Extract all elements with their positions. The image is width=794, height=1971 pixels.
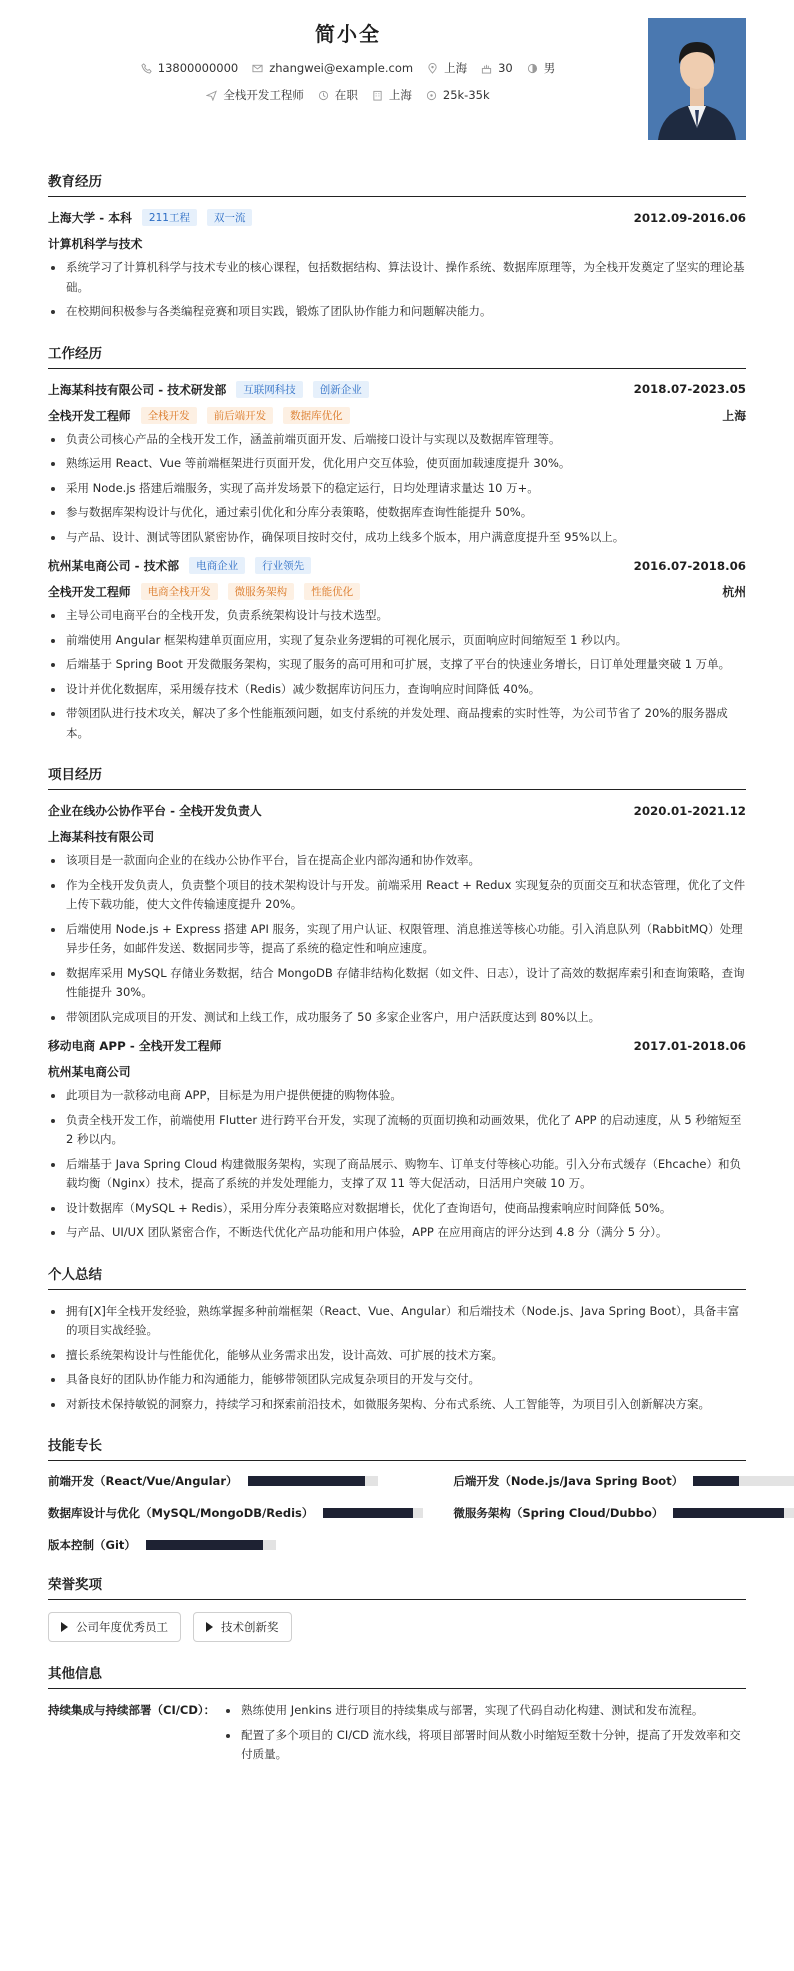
list-item: 在校期间积极参与各类编程竞赛和项目实践，锻炼了团队协作能力和问题解决能力。 [48,302,746,322]
location-icon [427,63,438,74]
company-tag: 行业领先 [255,557,311,574]
job-entry [48,381,746,548]
status-text: 在职 [334,88,358,102]
list-item: 带领团队完成项目的开发、测试和上线工作，成功服务了 50 多家企业客户，用户活跃度达到 80%以上。 [48,1008,746,1028]
list-item: 采用 Node.js 搭建后端服务，实现了高并发场景下的稳定运行，日均处理请求量达 10 万+。 [48,479,746,499]
list-item: 对新技术保持敏锐的洞察力，持续学习和探索前沿技术，如微服务架构、分布式系统、人工智能等，为项目引入创新解决方案。 [48,1395,746,1415]
email-text: zhangwei@example.com [269,61,414,75]
list-item: 拥有[X]年全栈开发经验，熟练掌握多种前端框架（React、Vue、Angular）和后端技术（Node.js、Java Spring Boot），具备丰富的项目实战经验。 [48,1302,746,1341]
skill-item [48,1505,423,1521]
company-tag: 电商企业 [189,557,245,574]
list-item: 后端基于 Java Spring Cloud 构建微服务架构，实现了商品展示、购物车、订单支付等核心功能。引入分布式缓存（Ehcache）和负载均衡（Nginx）技术，提高了系统的并发处理能力，支撑了双 11 等大促活动，日活用户突破 10 万。 [48,1155,746,1194]
city-item [427,60,467,76]
other-label: 持续集成与持续部署（CI/CD）： [48,1703,216,1717]
gender-item [527,60,556,76]
company-name: 杭州某电商公司 - 技术部 [48,559,180,573]
position-text: 全栈开发工程师 [223,88,304,102]
list-item: 擅长系统架构设计与性能优化，能够从业务需求出发，设计高效、可扩展的技术方案。 [48,1346,746,1366]
list-item: 负责公司核心产品的全栈开发工作，涵盖前端页面开发、后端接口设计与实现以及数据库管理等。 [48,430,746,450]
award-badge [193,1612,292,1642]
skill-item [48,1537,423,1553]
salary-text: 25k-35k [442,88,490,102]
section-title: 其他信息 [48,1662,746,1689]
award-name: 公司年度优秀员工 [76,1620,168,1634]
skill-level-bar [146,1540,276,1550]
section-title: 项目经历 [48,763,746,790]
list-item: 与产品、UI/UX 团队紧密合作，不断迭代优化产品功能和用户体验，APP 在应用商店的评分达到 4.8 分（满分 5 分）。 [48,1223,746,1243]
play-icon [206,1622,213,1632]
candidate-name: 简小全 [315,22,381,46]
section-title: 教育经历 [48,170,746,197]
list-item: 设计数据库（MySQL + Redis），采用分库分表策略应对数据增长，优化了查询语句，使商品搜索响应时间降低 50%。 [48,1199,746,1219]
send-icon [206,90,217,101]
list-item: 配置了多个项目的 CI/CD 流水线，将项目部署时间从数小时缩短至数十分钟，提高了开发效率和交付质量。 [223,1726,746,1765]
skill-item [453,1505,794,1521]
project-entry [48,802,746,1027]
project-company: 上海某科技有限公司 [48,830,155,844]
projects-section [48,763,746,1243]
building-icon [372,90,383,101]
age-text: 30 [498,61,513,75]
role-name: 全栈开发工程师 [48,408,131,423]
list-item: 后端基于 Spring Boot 开发微服务架构，实现了服务的高可用和可扩展，支撑了平台的快速业务增长，日订单处理量突破 1 万单。 [48,655,746,675]
list-item: 前端使用 Angular 框架构建单页面应用，实现了复杂业务逻辑的可视化展示，页面响应时间缩短至 1 秒以内。 [48,631,746,651]
mail-icon [252,63,263,74]
age-item [481,60,513,76]
city-text: 上海 [444,61,468,75]
awards-section [48,1573,746,1642]
school-tag: 211工程 [142,209,197,226]
list-item: 主导公司电商平台的全栈开发，负责系统架构设计与技术选型。 [48,606,746,626]
summary-section [48,1263,746,1415]
skill-level-bar [323,1508,423,1518]
role-tag: 微服务架构 [228,583,295,600]
education-section [48,170,746,322]
date-range: 2018.07-2023.05 [633,382,746,396]
project-entry [48,1037,746,1243]
list-item: 设计并优化数据库，采用缓存技术（Redis）减少数据库访问压力，查询响应时间降低 40%。 [48,680,746,700]
section-title: 技能专长 [48,1434,746,1461]
award-name: 技术创新奖 [221,1620,279,1634]
role-tag: 数据库优化 [283,407,350,424]
phone-item [141,60,238,76]
skill-level-bar [673,1508,794,1518]
list-item: 作为全栈开发负责人，负责整个项目的技术架构设计与开发。前端采用 React + Redux 实现复杂的页面交互和状态管理，优化了文件上传下载功能，使大文件传输速度提升 20%。 [48,876,746,915]
gender-icon [527,63,538,74]
cake-icon [481,63,492,74]
list-item: 与产品、设计、测试等团队紧密协作，确保项目按时交付，成功上线多个版本，用户满意度提升至 95%以上。 [48,528,746,548]
resume-header [48,0,746,150]
list-item: 后端使用 Node.js + Express 搭建 API 服务，实现了用户认证、权限管理、消息推送等核心功能。引入消息队列（RabbitMQ）处理异步任务，如邮件发送、数据同步等，提高了系统的稳定性和响应速度。 [48,920,746,959]
salary-item [426,87,490,103]
skill-name: 微服务架构（Spring Cloud/Dubbo） [453,1506,664,1520]
skills-section [48,1434,746,1553]
list-item: 熟练运用 React、Vue 等前端框架进行页面开发，优化用户交互体验，使页面加载速度提升 30%。 [48,454,746,474]
list-item: 具备良好的团队协作能力和沟通能力，能够带领团队完成复杂项目的开发与交付。 [48,1370,746,1390]
section-title: 荣誉奖项 [48,1573,746,1600]
company-tag: 互联网科技 [236,381,303,398]
role-tag: 电商全栈开发 [141,583,218,600]
role-tag: 性能优化 [304,583,360,600]
job-location: 杭州 [722,585,746,599]
job-intent-row [48,87,648,103]
role-name: 全栈开发工程师 [48,585,131,599]
school-name: 上海大学 - 本科 [48,211,132,225]
skill-name: 版本控制（Git） [48,1538,136,1552]
play-icon [61,1622,68,1632]
clock-icon [318,90,329,101]
role-tag: 全栈开发 [141,407,197,424]
list-item: 系统学习了计算机科学与技术专业的核心课程，包括数据结构、算法设计、操作系统、数据库原理等，为全栈开发奠定了坚实的理论基础。 [48,258,746,297]
phone-text: 13800000000 [157,61,239,75]
position-item [206,87,304,103]
company-name: 上海某科技有限公司 - 技术研发部 [48,382,227,397]
profile-photo [648,18,746,140]
project-name: 企业在线办公协作平台 - 全栈开发负责人 [48,804,262,818]
date-range: 2017.01-2018.06 [633,1038,746,1053]
major-name: 计算机科学与技术 [48,237,143,251]
work-section [48,342,746,744]
section-title: 工作经历 [48,342,746,369]
skill-name: 后端开发（Node.js/Java Spring Boot） [453,1474,684,1488]
job-location: 上海 [722,408,746,423]
role-tag: 前后端开发 [207,407,274,424]
skill-level-bar [693,1476,794,1486]
list-item: 此项目为一款移动电商 APP，目标是为用户提供便捷的购物体验。 [48,1086,746,1106]
date-range: 2016.07-2018.06 [633,558,746,573]
list-item: 熟练使用 Jenkins 进行项目的持续集成与部署，实现了代码自动化构建、测试和发布流程。 [223,1701,746,1721]
list-item: 数据库采用 MySQL 存储业务数据，结合 MongoDB 存储非结构化数据（如文件、日志），设计了高效的数据库索引和查询策略，查询性能提升 30%。 [48,964,746,1003]
list-item: 负责全栈开发工作，前端使用 Flutter 进行跨平台开发，实现了流畅的页面切换和动画效果，优化了 APP 的启动速度，从 5 秒缩短至 2 秒以内。 [48,1111,746,1150]
education-entry [48,209,746,322]
date-range: 2020.01-2021.12 [633,803,746,818]
company-tag: 创新企业 [313,381,369,398]
section-title: 个人总结 [48,1263,746,1290]
skill-name: 前端开发（React/Vue/Angular） [48,1474,238,1488]
list-item: 该项目是一款面向企业的在线办公协作平台，旨在提高企业内部沟通和协作效率。 [48,851,746,871]
skill-name: 数据库设计与优化（MySQL/MongoDB/Redis） [48,1506,314,1520]
project-name: 移动电商 APP - 全栈开发工程师 [48,1039,222,1053]
email-item [252,60,413,76]
target-city-text: 上海 [388,88,412,102]
status-item [318,87,358,103]
award-badge [48,1612,181,1642]
coin-icon [426,90,437,101]
list-item: 带领团队进行技术攻关，解决了多个性能瓶颈问题，如支付系统的并发处理、商品搜索的实时性等，为公司节省了 20%的服务器成本。 [48,704,746,743]
school-tag: 双一流 [207,209,253,226]
list-item: 参与数据库架构设计与优化，通过索引优化和分库分表策略，使数据库查询性能提升 50%。 [48,503,746,523]
project-company: 杭州某电商公司 [48,1065,131,1079]
skill-level-bar [248,1476,378,1486]
other-section [48,1662,746,1770]
skill-item [48,1473,423,1489]
date-range: 2012.09-2016.06 [633,210,746,225]
contact-row [48,60,648,76]
job-entry [48,557,746,743]
phone-icon [141,63,152,74]
gender-text: 男 [543,61,556,75]
skills-grid [48,1473,746,1553]
skill-item [453,1473,794,1489]
target-city-item [372,87,412,103]
